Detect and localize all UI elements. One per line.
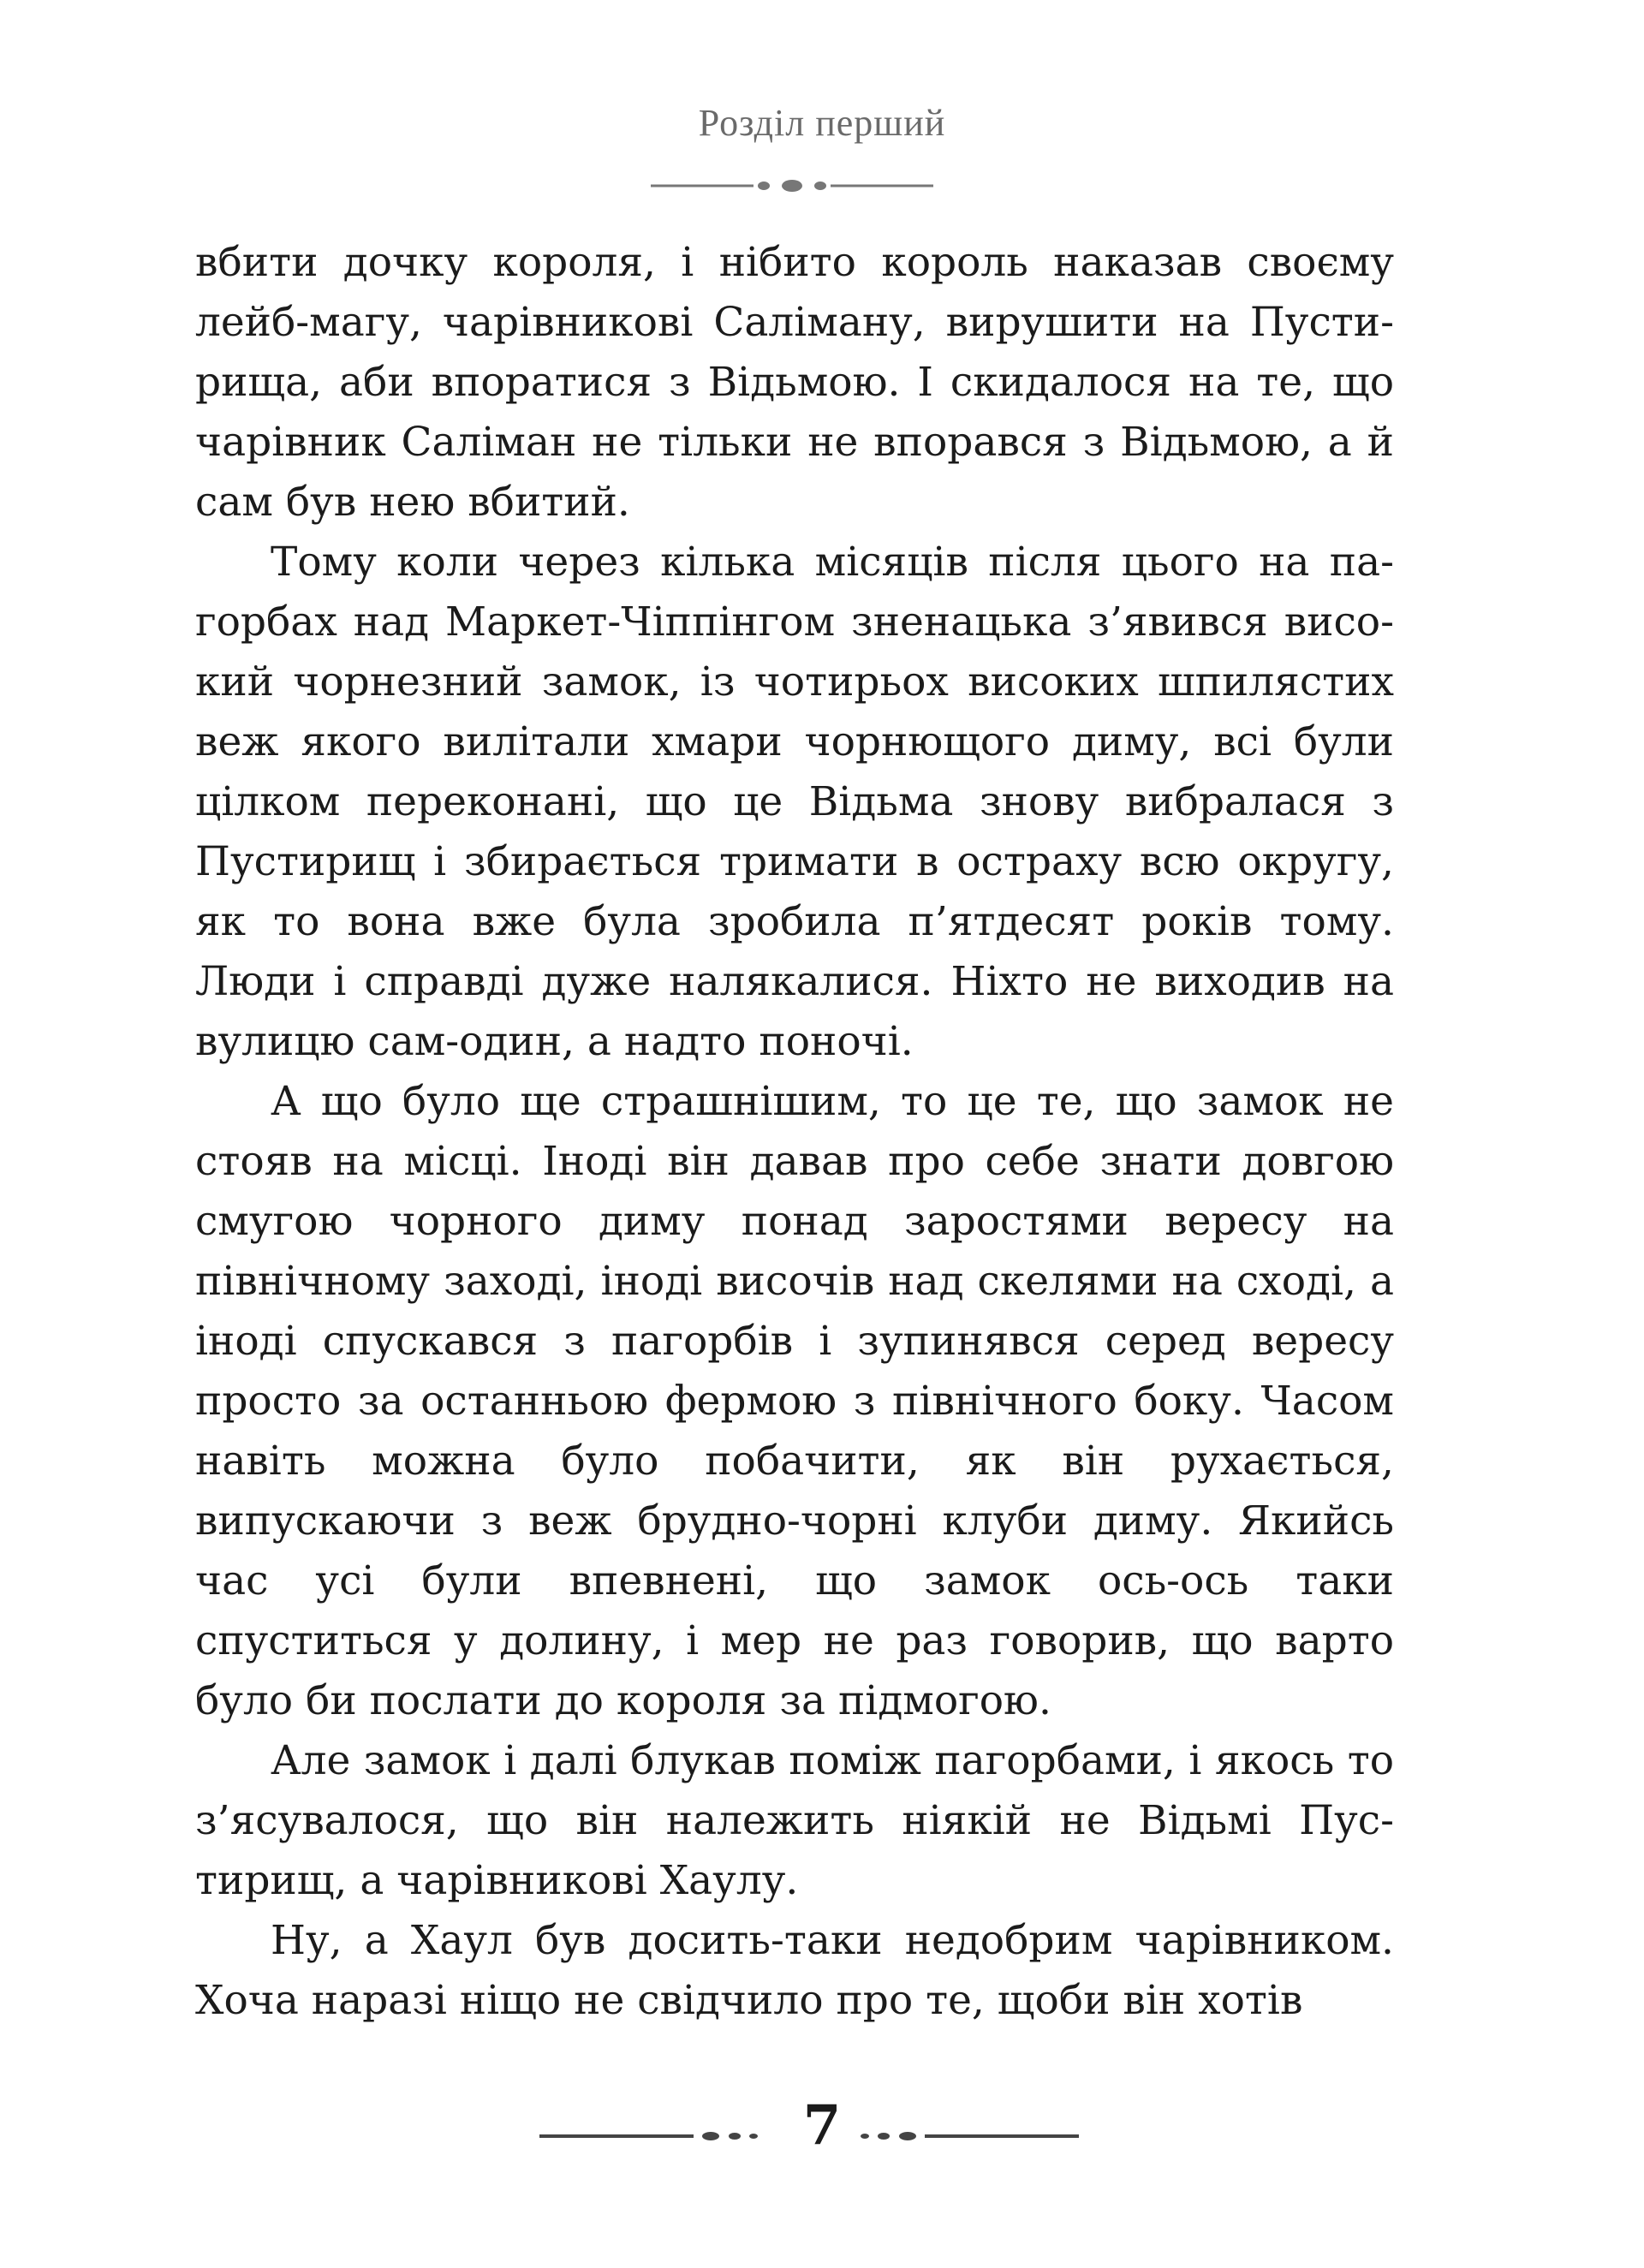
paragraph-3: А що було ще страшнішим, то це те, що замок не стояв на місці. Іноді він давав про себе знати довгою смугою чорного диму понад заростями вересу на північному заході, іноді височів над скелями на сході, а іноді спускався з пагорбів і зупинявся серед вересу просто за останньою фермою з північного боку. Часом навіть можна було побачити, як він рухається, випускаючи з веж брудно-чорні клуби диму. Якийсь час усі були впевнені, що замок ось-ось таки спуститься у долину, і мер не раз говорив, що варто було би послати до короля за підмогою. [195,1078,1394,1724]
paragraph-2: Тому коли через кілька місяців після цього на пагорбах над Маркет-Чіппінгом зненацька з’явився високий чорнезний замок, із чотирьох високих шпилястих веж якого вилітали хмари чорнющого диму, всі були цілком переконані, що це Відьма знову вибралася з Пустирищ і збирається тримати в остраху всю округу, як то вона вже була зробила п’ятдесят років тому. Люди і справді дуже налякалися. Ніхто не виходив на вулицю сам-один, а надто поночі. [195,539,1394,1065]
paragraph-1: вбити дочку короля, і нібито король наказав своєму лейб-магу, чарівникові Саліману, вирушити на Пустирища, аби впоратися з Відьмою. І скидалося на те, що чарівник Саліман не тільки не впорався з Відьмою, а й сам був нею вбитий. [195,239,1394,526]
footer-ornament-right-icon [856,2128,1079,2145]
page-number: 7 [802,2093,842,2158]
page-footer [0,2093,1644,2170]
paragraph-5: Ну, а Хаул був досить-таки недобрим чарівником. Хоча наразі ніщо не свідчило про те, щоби він хотів [195,1917,1394,2024]
paragraph-4: Але замок і далі блукав поміж пагорбами, і якось то з’ясувалося, що він належить ніякій не Відьмі Пустирищ, а чарівникові Хаулу. [195,1737,1394,1904]
header-ornament-icon [651,176,933,196]
page-body-text [195,233,1394,2031]
chapter-title: Розділ перший [698,102,946,144]
